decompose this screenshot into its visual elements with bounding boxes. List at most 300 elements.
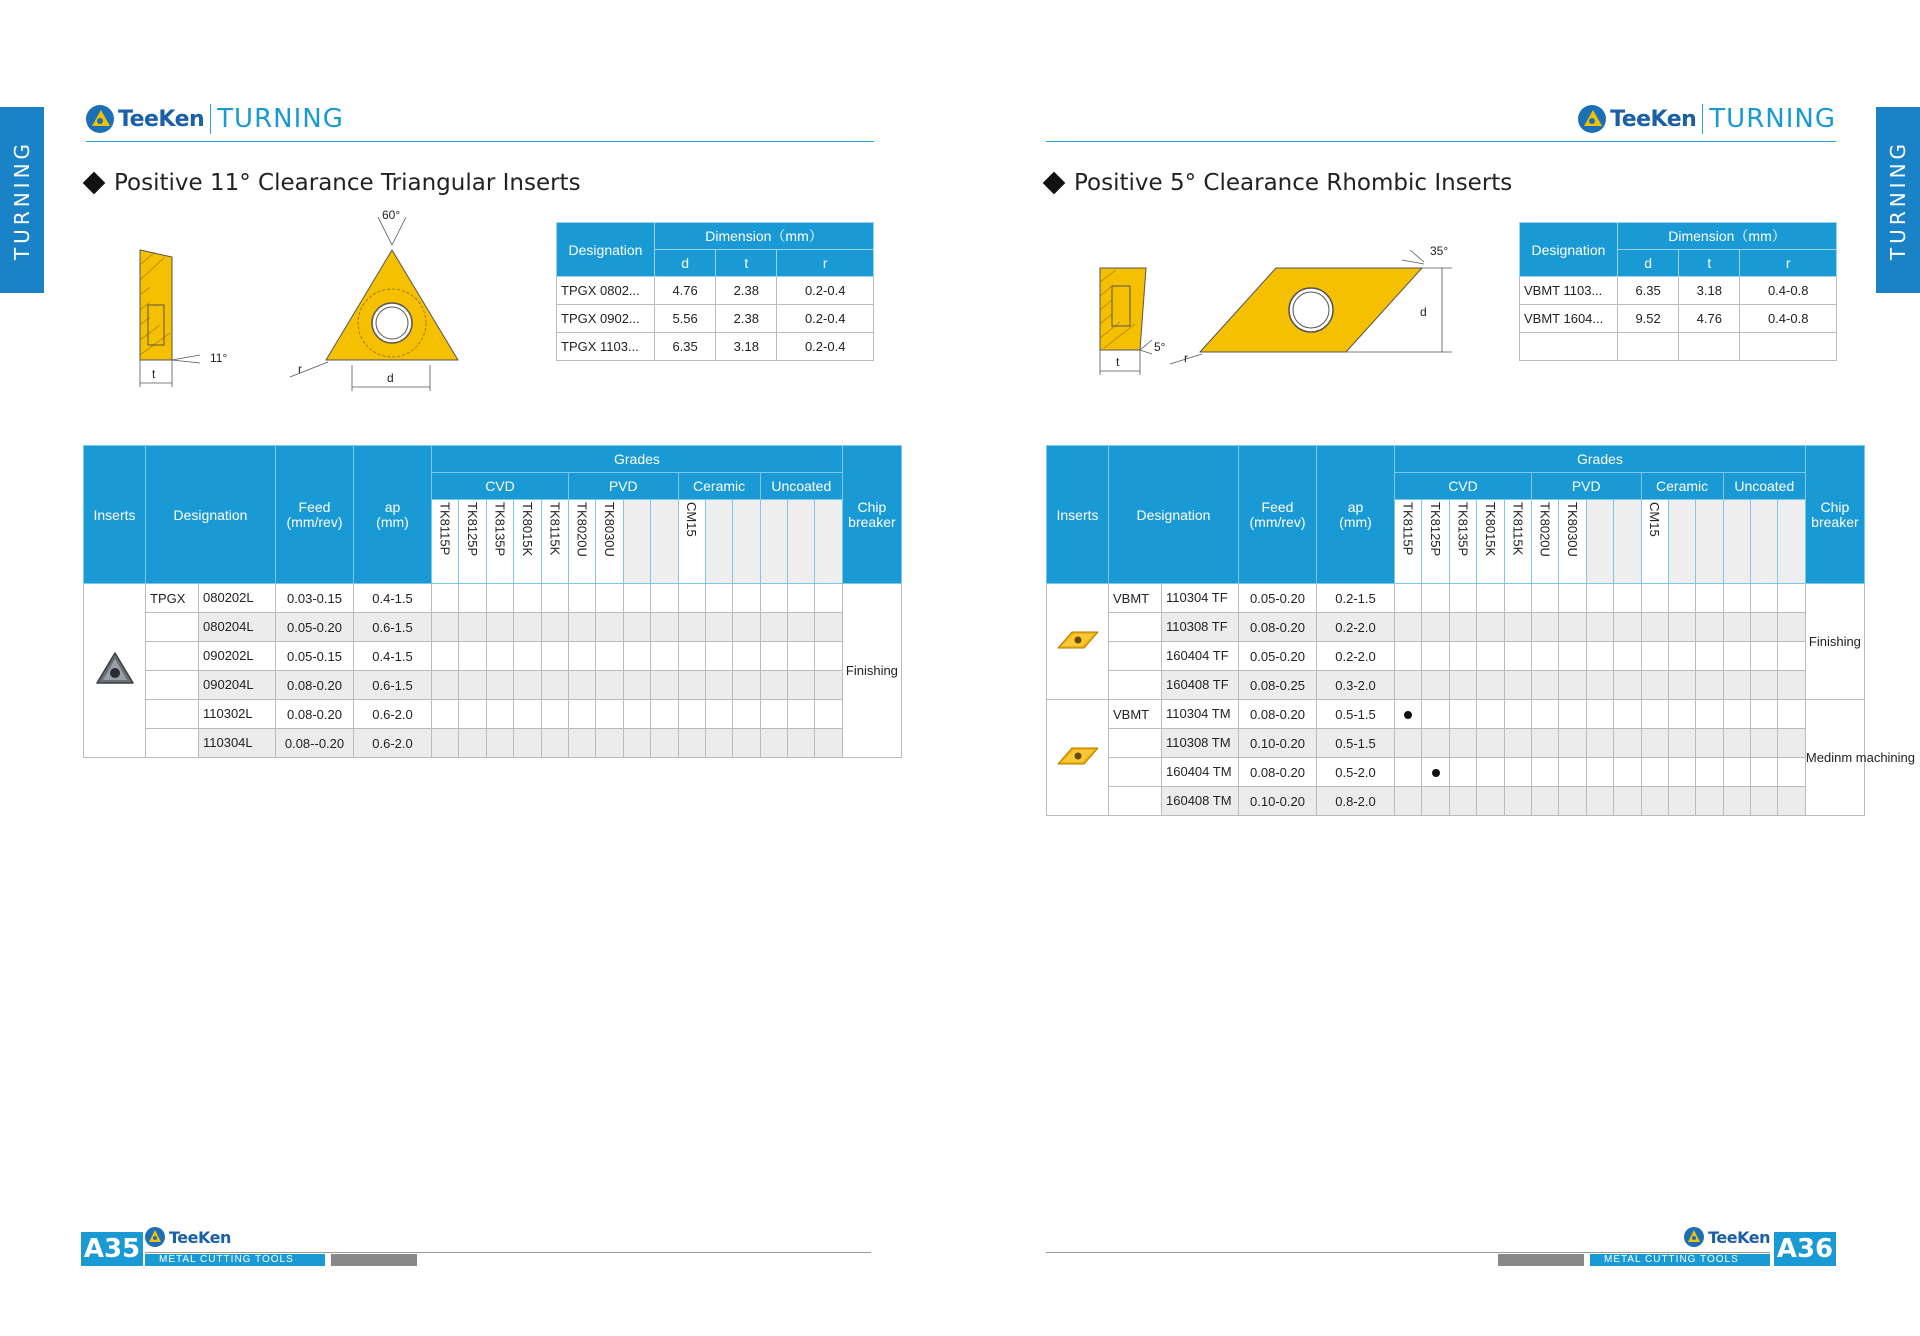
grade-cell (1531, 758, 1558, 787)
grade-column-header (1422, 500, 1449, 584)
grade-cell (678, 671, 705, 700)
header-cvd: CVD (1395, 473, 1532, 500)
designation-code: 110308 TF (1161, 613, 1238, 641)
footer-rule (1046, 1252, 1770, 1253)
grade-cell (815, 729, 842, 758)
header-grades: Grades (432, 446, 843, 473)
grade-name: TK8135P (1455, 501, 1471, 556)
grade-cell (541, 700, 568, 729)
grade-cell (596, 671, 623, 700)
label-t: t (1116, 355, 1120, 369)
grade-cell (1559, 642, 1586, 671)
header-ceramic: Ceramic (1641, 473, 1723, 500)
grade-cell (1559, 729, 1586, 758)
grade-column-header (486, 500, 513, 584)
table-row (84, 700, 902, 729)
grade-column-header (432, 500, 459, 584)
ap-cell: 0.6-2.0 (354, 729, 432, 758)
grade-cell (1751, 642, 1778, 671)
side-view (1100, 268, 1166, 375)
footer-tagline: METAL CUTTING TOOLS (1590, 1254, 1770, 1266)
grade-cell (541, 729, 568, 758)
header-designation: Designation (146, 446, 276, 584)
header-dimension: Dimension（mm） (1618, 223, 1837, 250)
grade-cell (1504, 700, 1531, 729)
grade-column-header (1668, 500, 1695, 584)
grade-cell (568, 642, 595, 671)
cell-t: 3.18 (716, 333, 777, 361)
grade-column-header (459, 500, 486, 584)
grade-cell (514, 671, 541, 700)
grade-cell (1723, 671, 1750, 700)
ap-cell: 0.2-2.0 (1317, 613, 1395, 642)
grade-cell (815, 613, 842, 642)
grade-cell (1614, 700, 1641, 729)
grade-name: TK8015K (1482, 501, 1498, 556)
grade-cell (1422, 700, 1449, 729)
grade-cell (815, 584, 842, 613)
label-included-angle: 60° (382, 208, 401, 222)
grade-name: TK8135P (492, 501, 508, 556)
designation-cell (1109, 642, 1239, 671)
footer-tagline: METAL CUTTING TOOLS (145, 1254, 325, 1266)
page-footer (1046, 1226, 1836, 1266)
teeken-logo-icon (86, 105, 114, 133)
grade-cell (486, 671, 513, 700)
feed-cell: 0.08-0.20 (1239, 613, 1317, 642)
insert-image-cell (84, 584, 146, 758)
grade-cell (568, 671, 595, 700)
grade-cell (1696, 758, 1723, 787)
grade-cell (1395, 729, 1422, 758)
section-title (1046, 170, 1512, 196)
grade-cell (1586, 642, 1613, 671)
grade-cell (596, 613, 623, 642)
grade-cell (1614, 787, 1641, 816)
grade-cell (541, 613, 568, 642)
header-uncoated: Uncoated (760, 473, 842, 500)
cell-r: 0.2-0.4 (777, 333, 874, 361)
grade-cell (1723, 700, 1750, 729)
grade-cell (1641, 642, 1668, 671)
grade-cell (1559, 787, 1586, 816)
grade-cell (815, 700, 842, 729)
grade-cell (432, 642, 459, 671)
ap-cell: 0.5-2.0 (1317, 758, 1395, 787)
designation-code: 160408 TM (1161, 787, 1238, 815)
grade-cell (514, 700, 541, 729)
footer-gray-bar (331, 1254, 417, 1266)
footer-gray-bar (1498, 1254, 1584, 1266)
grade-name: TK8115K (1510, 501, 1526, 555)
grade-column-header (514, 500, 541, 584)
grade-cell (760, 584, 787, 613)
section-title-text: Positive 11° Clearance Triangular Inserts (114, 170, 581, 196)
grade-cell (1614, 584, 1641, 613)
designation-code: 160404 TF (1161, 642, 1238, 670)
feed-cell: 0.03-0.15 (276, 584, 354, 613)
grade-cell (651, 642, 678, 671)
ap-cell: 0.4-1.5 (354, 584, 432, 613)
ap-cell: 0.8-2.0 (1317, 787, 1395, 816)
grade-cell (1477, 584, 1504, 613)
grade-cell (1449, 700, 1476, 729)
grade-cell (1531, 700, 1558, 729)
section-title (86, 170, 581, 196)
grade-column-header (1614, 500, 1641, 584)
grade-cell (459, 642, 486, 671)
grade-cell (1778, 584, 1805, 613)
section-name: TURNING (217, 104, 344, 134)
table-row (1520, 277, 1837, 305)
grade-cell (596, 642, 623, 671)
cell-designation: TPGX 1103... (557, 333, 655, 361)
grade-cell (1668, 671, 1695, 700)
header-t: t (1679, 250, 1740, 277)
header-rule (86, 141, 874, 142)
grade-cell (1751, 671, 1778, 700)
grade-cell (1559, 671, 1586, 700)
grade-cell (568, 613, 595, 642)
grade-cell (705, 584, 732, 613)
cell-designation: VBMT 1604... (1520, 305, 1618, 333)
footer-logo (145, 1226, 231, 1248)
grade-cell (1504, 729, 1531, 758)
grade-cell (1641, 584, 1668, 613)
table-row (1047, 584, 1865, 613)
grade-cell (788, 642, 815, 671)
top-view (290, 208, 458, 391)
grade-column-header (1641, 500, 1668, 584)
feed-cell: 0.08-0.20 (1239, 700, 1317, 729)
grade-cell (1477, 787, 1504, 816)
feed-cell: 0.05-0.15 (276, 642, 354, 671)
table-row (557, 333, 874, 361)
grade-cell (1778, 613, 1805, 642)
footer-logo-text: TeeKen (1708, 1227, 1770, 1247)
grade-cell (1559, 758, 1586, 787)
header-pvd: PVD (1531, 473, 1641, 500)
grade-cell (596, 700, 623, 729)
grade-cell (596, 584, 623, 613)
header-grades: Grades (1395, 446, 1806, 473)
table-row (1520, 333, 1837, 361)
grade-cell (1723, 584, 1750, 613)
footer-rule (145, 1252, 871, 1253)
table-row (84, 584, 902, 613)
grade-cell (1477, 729, 1504, 758)
cell-t: 3.18 (1679, 277, 1740, 305)
page-number: A35 (81, 1232, 143, 1266)
table-row (1047, 787, 1865, 816)
grade-cell (733, 671, 760, 700)
label-r: r (298, 362, 302, 376)
grade-column-header (596, 500, 623, 584)
feed-cell: 0.08-0.20 (276, 700, 354, 729)
grade-cell (1395, 642, 1422, 671)
logo-text: TeeKen (1610, 106, 1697, 132)
designation-cell (146, 729, 276, 758)
grade-column-header (623, 500, 650, 584)
cell-d: 5.56 (655, 305, 716, 333)
footer-logo (1684, 1226, 1770, 1248)
grade-cell (1778, 758, 1805, 787)
grade-cell (541, 642, 568, 671)
header-pvd: PVD (568, 473, 678, 500)
table-row (557, 305, 874, 333)
grade-name: TK8115K (547, 501, 563, 555)
table-row (84, 642, 902, 671)
ap-cell: 0.2-1.5 (1317, 584, 1395, 613)
ap-cell: 0.6-2.0 (354, 700, 432, 729)
header-ap: ap (mm) (1317, 446, 1395, 584)
grade-cell (678, 700, 705, 729)
header-feed: Feed (mm/rev) (1239, 446, 1317, 584)
ap-cell: 0.6-1.5 (354, 671, 432, 700)
cell-designation: TPGX 0902... (557, 305, 655, 333)
ap-cell: 0.6-1.5 (354, 613, 432, 642)
grade-cell (1614, 613, 1641, 642)
grade-cell (760, 613, 787, 642)
grade-cell (1559, 613, 1586, 642)
header-r: r (1740, 250, 1837, 277)
grade-name: TK8020U (574, 501, 590, 557)
chip-breaker-cell: Medinm machining (1805, 700, 1864, 816)
designation-code: 090204L (198, 671, 275, 699)
chip-breaker-cell: Finishing (842, 584, 901, 758)
right-page (960, 0, 1920, 1336)
grade-column-header (1696, 500, 1723, 584)
grade-cell (1531, 671, 1558, 700)
feed-cell: 0.08-0.20 (1239, 758, 1317, 787)
grade-cell (1696, 642, 1723, 671)
table-row (84, 729, 902, 758)
grade-cell (1614, 642, 1641, 671)
designation-cell (1109, 613, 1239, 642)
grade-cell (651, 613, 678, 642)
side-tab (1876, 107, 1920, 293)
grade-cell (514, 613, 541, 642)
grade-cell (1395, 787, 1422, 816)
header-ap: ap (mm) (354, 446, 432, 584)
grade-cell (1723, 729, 1750, 758)
grade-cell (1723, 787, 1750, 816)
grade-cell (1586, 758, 1613, 787)
designation-prefix: TPGX (150, 590, 186, 606)
grade-cell (760, 642, 787, 671)
grade-cell (1531, 642, 1558, 671)
label-t: t (152, 367, 156, 381)
grade-cell (459, 700, 486, 729)
grade-cell (1696, 787, 1723, 816)
cell-t: 4.76 (1679, 305, 1740, 333)
grade-cell (1668, 584, 1695, 613)
header-ceramic: Ceramic (678, 473, 760, 500)
diamond-bullet-icon (1043, 172, 1066, 195)
grade-column-header (815, 500, 842, 584)
grade-cell (1395, 700, 1422, 729)
logo-separator (1702, 104, 1703, 134)
cell-t: 2.38 (716, 277, 777, 305)
side-view (140, 250, 227, 387)
grade-cell (678, 613, 705, 642)
feed-cell: 0.05-0.20 (1239, 584, 1317, 613)
cell-t: 2.38 (716, 305, 777, 333)
grade-cell (1641, 700, 1668, 729)
grade-cell (432, 729, 459, 758)
grade-column-header (651, 500, 678, 584)
grade-cell (596, 729, 623, 758)
grade-cell (815, 642, 842, 671)
ap-cell: 0.4-1.5 (354, 642, 432, 671)
recommended-dot-icon (1404, 711, 1412, 719)
cell-d: 4.76 (655, 277, 716, 305)
grade-column-header (788, 500, 815, 584)
grade-cell (459, 729, 486, 758)
grade-cell (651, 729, 678, 758)
grade-cell (541, 584, 568, 613)
grade-cell (1449, 758, 1476, 787)
grade-name: TK8015K (519, 501, 535, 556)
header-chip-breaker: Chip breaker (1805, 446, 1864, 584)
insert-image-cell (1047, 700, 1109, 816)
grade-cell (1477, 671, 1504, 700)
grade-name: CM15 (1647, 501, 1663, 537)
table-row (1047, 729, 1865, 758)
grade-cell (1696, 584, 1723, 613)
grade-cell (651, 700, 678, 729)
header-chip-breaker: Chip breaker (842, 446, 901, 584)
grade-cell (1477, 758, 1504, 787)
grade-cell (1531, 787, 1558, 816)
cell-designation: TPGX 0802... (557, 277, 655, 305)
grade-cell (1504, 613, 1531, 642)
ap-cell: 0.5-1.5 (1317, 729, 1395, 758)
designation-code: 160404 TM (1161, 758, 1238, 786)
header-feed: Feed (mm/rev) (276, 446, 354, 584)
footer-logo-text: TeeKen (169, 1227, 231, 1247)
grade-column-header (733, 500, 760, 584)
page-header (1046, 102, 1836, 142)
designation-cell (1109, 729, 1239, 758)
header-designation: Designation (1109, 446, 1239, 584)
feed-cell: 0.05-0.20 (276, 613, 354, 642)
header-inserts: Inserts (1047, 446, 1109, 584)
grade-cell (1723, 613, 1750, 642)
grade-cell (1504, 787, 1531, 816)
grade-column-header (1586, 500, 1613, 584)
grade-cell (1395, 758, 1422, 787)
grade-cell (1449, 671, 1476, 700)
grade-name: TK8030U (1565, 501, 1581, 557)
designation-code: 110304L (198, 729, 275, 757)
grade-cell (432, 700, 459, 729)
grade-cell (1559, 700, 1586, 729)
grade-cell (1696, 729, 1723, 758)
diamond-bullet-icon (83, 172, 106, 195)
grade-cell (514, 584, 541, 613)
designation-code: 080202L (198, 584, 275, 612)
header-dimension: Dimension（mm） (655, 223, 874, 250)
designation-cell (146, 671, 276, 700)
cell-d (1618, 333, 1679, 361)
grade-cell (623, 700, 650, 729)
grade-cell (1531, 584, 1558, 613)
header-cvd: CVD (432, 473, 569, 500)
label-clearance-angle: 11° (210, 351, 228, 365)
designation-code: 110304 TF (1161, 584, 1238, 612)
table-row (1047, 671, 1865, 700)
label-included-angle: 35° (1430, 244, 1449, 258)
grade-cell (432, 613, 459, 642)
cell-d: 9.52 (1618, 305, 1679, 333)
grade-cell (432, 671, 459, 700)
grade-cell (1449, 642, 1476, 671)
cell-d: 6.35 (1618, 277, 1679, 305)
header-inserts: Inserts (84, 446, 146, 584)
grade-cell (705, 671, 732, 700)
cell-r: 0.4-0.8 (1740, 305, 1837, 333)
designation-cell (146, 700, 276, 729)
feed-cell: 0.08-0.25 (1239, 671, 1317, 700)
ap-cell: 0.5-1.5 (1317, 700, 1395, 729)
designation-code: 110304 TM (1161, 700, 1238, 728)
rhombic-insert-diagram (1090, 230, 1510, 380)
grade-cell (651, 584, 678, 613)
grade-cell (1668, 700, 1695, 729)
grade-column-header (1477, 500, 1504, 584)
grade-cell (1696, 700, 1723, 729)
cell-r: 0.2-0.4 (777, 277, 874, 305)
page-header (86, 102, 874, 142)
dimension-table (1519, 222, 1837, 361)
chip-breaker-cell: Finishing (1805, 584, 1864, 700)
grade-column-header (568, 500, 595, 584)
cell-designation: VBMT 1103... (1520, 277, 1618, 305)
table-row (1047, 700, 1865, 729)
designation-code: 090202L (198, 642, 275, 670)
grades-table (83, 445, 902, 758)
header-logo (1578, 104, 1836, 134)
grade-cell (788, 584, 815, 613)
grade-cell (1586, 613, 1613, 642)
grade-cell (705, 729, 732, 758)
insert-image-cell (1047, 584, 1109, 700)
grade-cell (541, 671, 568, 700)
grade-cell (1586, 584, 1613, 613)
grade-name: TK8115P (437, 501, 453, 555)
side-tab-label: TURNING (10, 139, 34, 261)
grade-cell (1504, 758, 1531, 787)
grade-cell (486, 584, 513, 613)
grade-cell (1449, 613, 1476, 642)
table-row (1047, 613, 1865, 642)
dimension-table (556, 222, 874, 361)
grade-cell (459, 584, 486, 613)
grade-cell (1531, 729, 1558, 758)
designation-prefix: VBMT (1113, 706, 1150, 722)
grade-cell (678, 642, 705, 671)
grade-cell (486, 700, 513, 729)
triangular-insert-diagram (130, 205, 480, 395)
grade-cell (623, 642, 650, 671)
grade-cell (514, 642, 541, 671)
logo-separator (210, 104, 211, 134)
designation-code: 110308 TM (1161, 729, 1238, 757)
designation-code: 110302L (198, 700, 275, 728)
grade-column-header (1723, 500, 1750, 584)
table-row (1047, 758, 1865, 787)
